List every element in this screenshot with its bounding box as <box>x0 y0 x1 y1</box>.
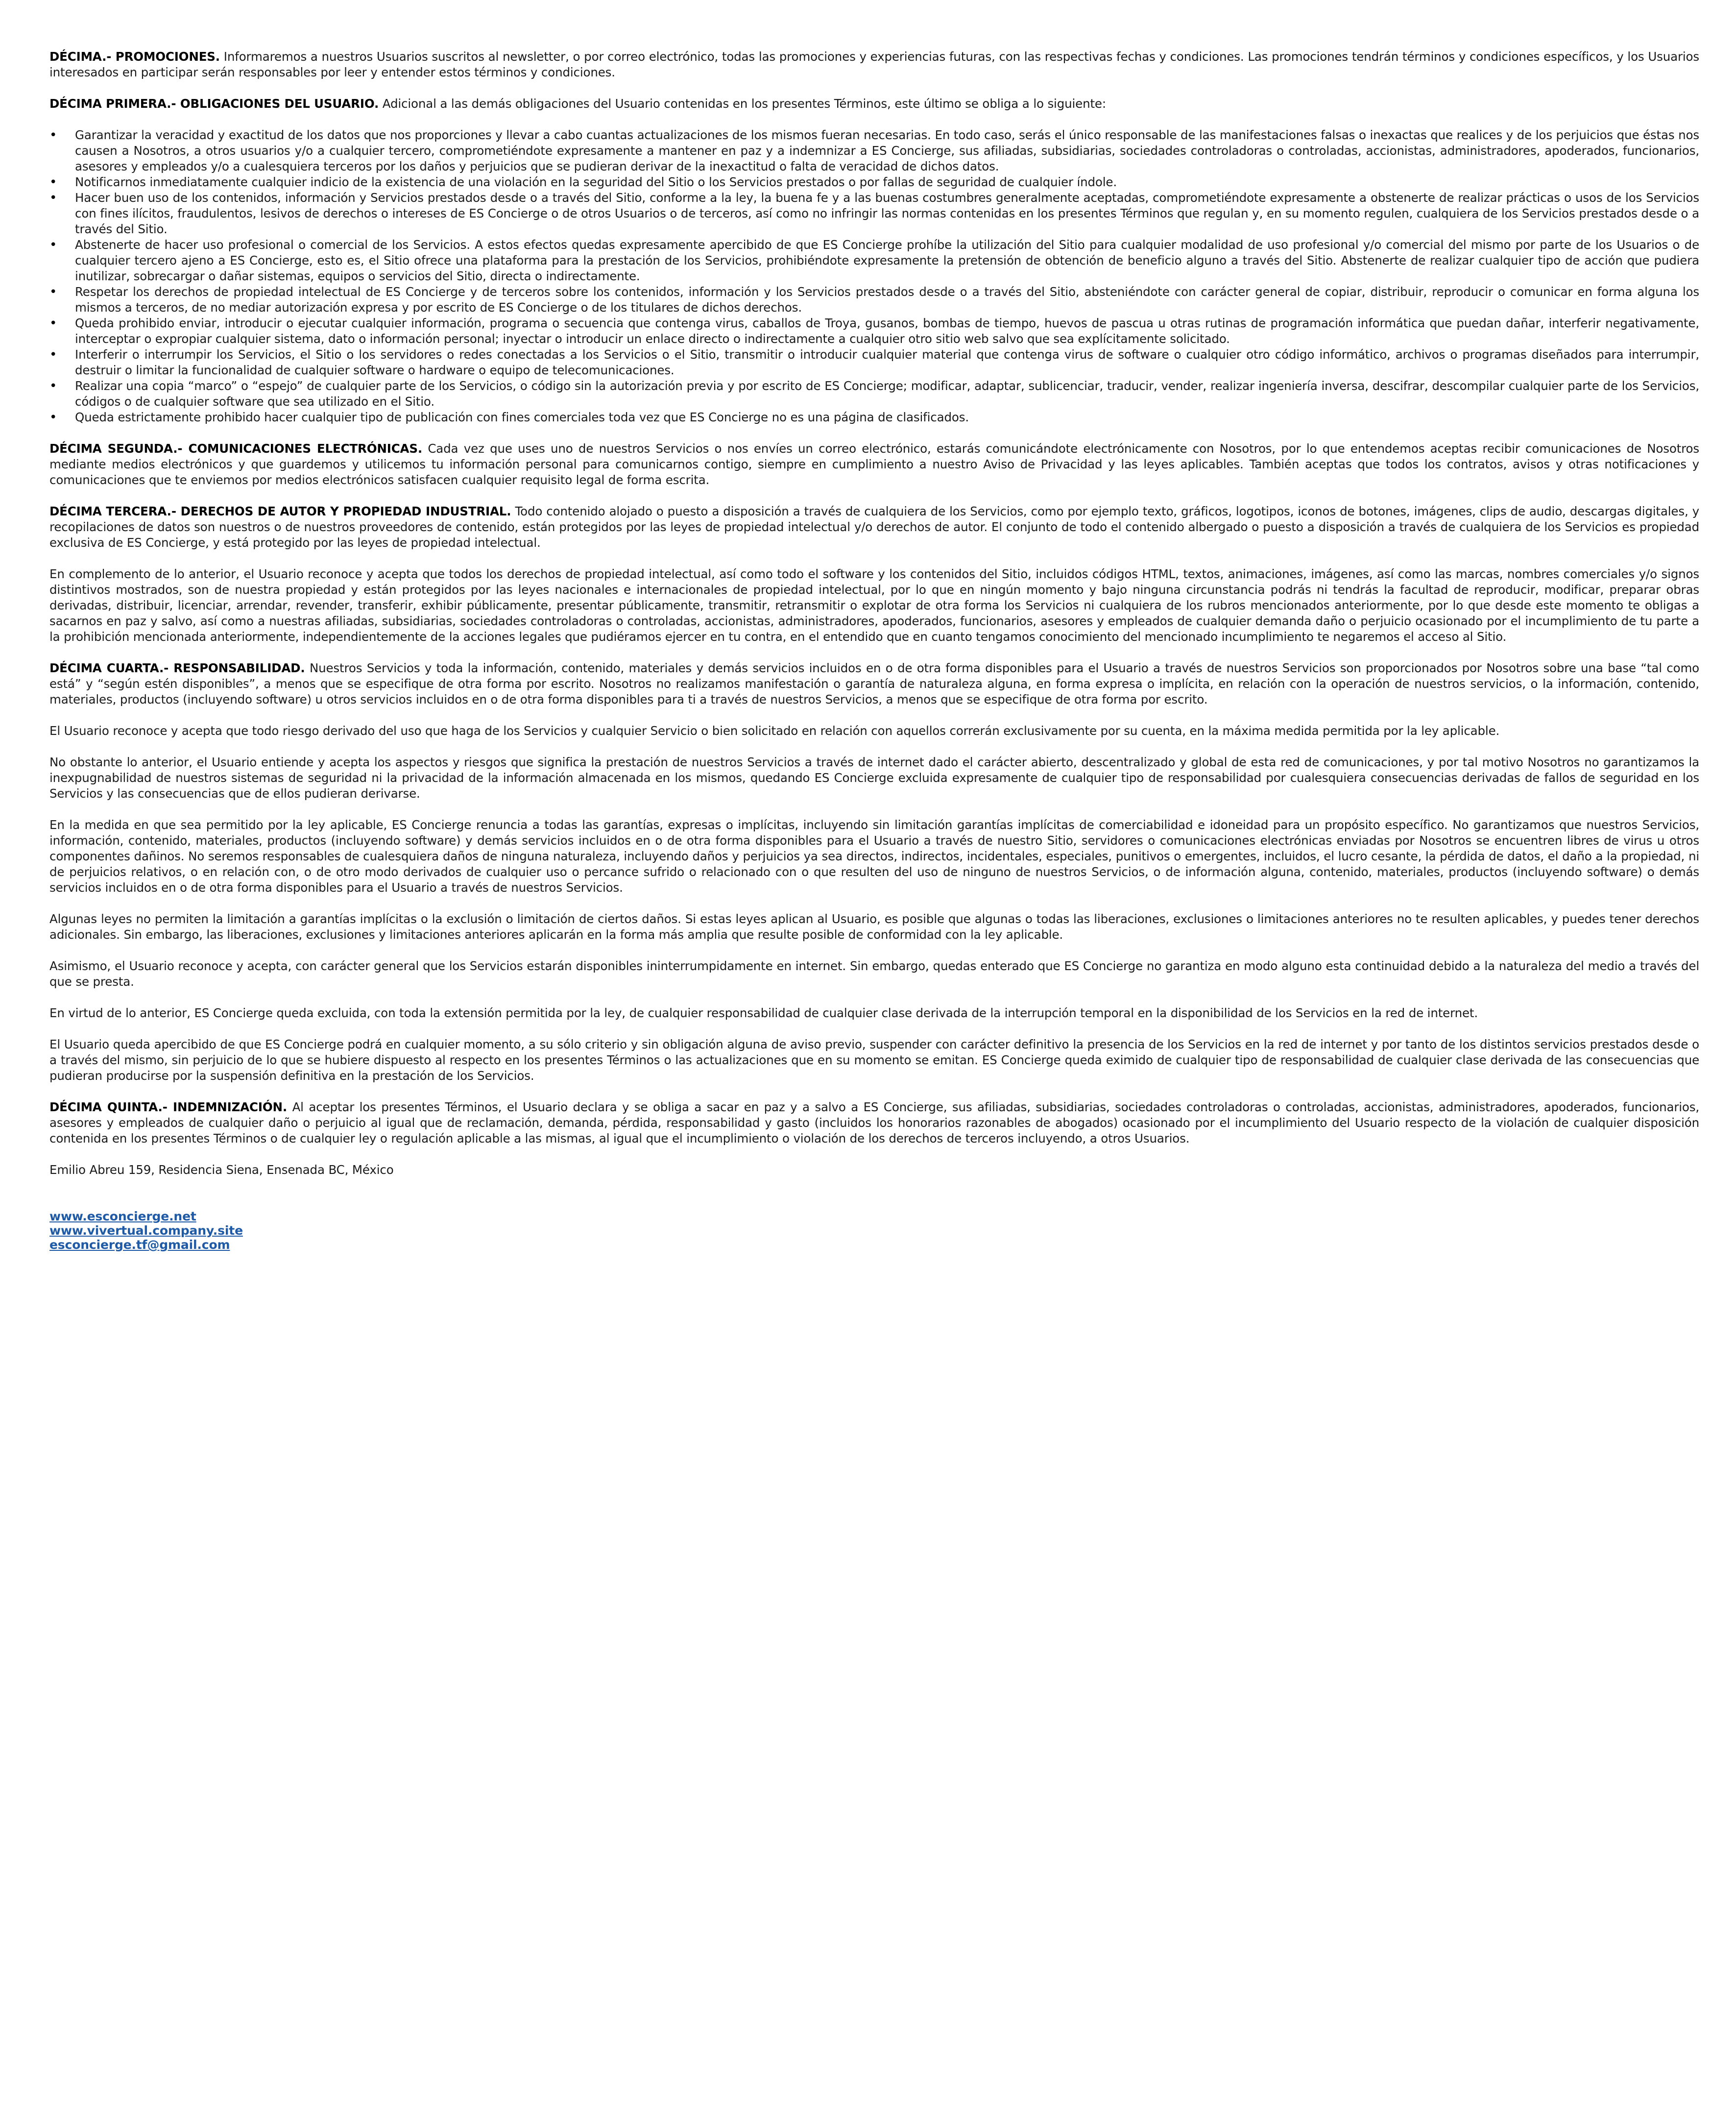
list-item: • Queda prohibido enviar, introducir o ejecutar cualquier información, programa o secuencia que contenga virus, caballos de Troya, gusanos, bombas de tiempo, huevos de pascua u otras rutinas de programación informática que puedan dañar, interferir negativamente, interceptar o expropiar cualquier sistema, dato o información personal; inyectar o introducir un enlace directo o indirectamente a cualquier otro sitio web salvo que sea explícitamente solicitado. <box>75 316 1699 347</box>
paragraph: En complemento de lo anterior, el Usuario reconoce y acepta que todos los derechos de propiedad intelectual, así como todo el software y los contenidos del Sitio, incluidos códigos HTML, textos, animaciones, imágenes, así como las marcas, nombres comerciales y/o signos distintivos mostrados, son de nuestra propiedad y están protegidos por las leyes nacionales e internacionales de propiedad intelectual, por lo que en ningún momento y bajo ninguna circunstancia podrás ni tendrás la facultad de reproducir, modificar, preparar obras derivadas, distribuir, licenciar, arrendar, revender, transferir, exhibir públicamente, presentar públicamente, transmitir, retransmitir o explotar de otra forma los Servicios ni cualquiera de los rubros mencionados anteriormente, por lo que desde este momento te obligas a sacarnos en paz y salvo, así como a nuestras afiliadas, subsidiarias, sociedades controladoras o controladas, accionistas, administradores, apoderados, funcionarios, asesores y empleados de cualquier demanda daño o perjuicio ocasionado por el incumplimiento de tu parte a la prohibición mencionada anteriormente, independientemente de la acciones legales que pudiéramos ejercer en tu contra, en el entendido que en cuanto tengamos conocimiento del mencionado incumplimiento te negaremos el acceso al Sitio. <box>49 567 1699 644</box>
paragraph: Algunas leyes no permiten la limitación a garantías implícitas o la exclusión o limitación de ciertos daños. Si estas leyes aplican al Usuario, es posible que algunas o todas las liberaciones, exclusiones o limitaciones anteriores no te resulten aplicables, y puedes tener derechos adicionales. Sin embargo, las liberaciones, exclusiones y limitaciones anteriores aplicarán en la forma más amplia que resulte posible de conformidad con la ley aplicable. <box>49 912 1699 942</box>
website-link[interactable]: www.esconcierge.net <box>49 1209 196 1223</box>
obligations-list <box>49 127 1699 425</box>
paragraph: Asimismo, el Usuario reconoce y acepta, con carácter general que los Servicios estarán disponibles ininterrumpidamente en internet. Sin embargo, quedas enterado que ES Concierge no garantiza en modo alguno esta continuidad debido a la naturaleza del medio a través del que se presta. <box>49 959 1699 989</box>
paragraph: El Usuario queda apercibido de que ES Concierge podrá en cualquier momento, a su sólo criterio y sin obligación alguna de aviso previo, suspender con carácter definitivo la presencia de los Servicios en la red de internet y por tanto de los distintos servicios prestados desde o a través del mismo, sin perjuicio de lo que se hubiere dispuesto al respecto en los presentes Términos o las actualizaciones que en su momento se emitan. ES Concierge queda eximido de cualquier tipo de responsabilidad de cualquier clase derivada de las consecuencias que pudieran producirse por la suspensión definitiva en la prestación de los Servicios. <box>49 1037 1699 1083</box>
section-heading-decima-quinta: DÉCIMA QUINTA.- INDEMNIZACIÓN. <box>49 1100 288 1114</box>
terms-document <box>49 49 1699 1252</box>
email-link[interactable]: esconcierge.tf@gmail.com <box>49 1238 230 1252</box>
list-item: • Notificarnos inmediatamente cualquier indicio de la existencia de una violación en la seguridad del Sitio o los Servicios prestados o por fallas de seguridad de cualquier índole. <box>75 174 1699 190</box>
section-decima-segunda <box>49 441 1699 488</box>
list-item: • Queda estrictamente prohibido hacer cualquier tipo de publicación con fines comerciales toda vez que ES Concierge no es una página de clasificados. <box>75 410 1699 425</box>
list-item: • Interferir o interrumpir los Servicios, el Sitio o los servidores o redes conectadas a los Servicios o el Sitio, transmitir o introducir cualquier material que contenga virus de software o cualquier otro código informático, archivos o programas diseñados para interrumpir, destruir o limitar la funcionalidad de cualquier software o hardware o equipo de telecomunicaciones. <box>75 347 1699 378</box>
section-decima-tercera <box>49 504 1699 551</box>
section-heading-decima: DÉCIMA.- PROMOCIONES. <box>49 49 220 64</box>
paragraph: En virtud de lo anterior, ES Concierge queda excluida, con toda la extensión permitida por la ley, de cualquier responsabilidad de cualquier clase derivada de la interrupción temporal en la disponibilidad de los Servicios en la red de internet. <box>49 1006 1478 1020</box>
section-decima <box>49 49 1699 80</box>
company-site-link[interactable]: www.vivertual.company.site <box>49 1223 243 1238</box>
section-text-decima: Informaremos a nuestros Usuarios suscritos al newsletter, o por correo electrónico, todas las promociones y experiencias futuras, con las respectivas fechas y condiciones. Las promociones tendrán términos y condiciones específicos, y los Usuarios interesados en participar serán responsables por leer y entender estos términos y condiciones. <box>49 49 1700 79</box>
paragraph: En la medida en que sea permitido por la ley aplicable, ES Concierge renuncia a todas las garantías, expresas o implícitas, incluyendo sin limitación garantías implícitas de comerciabilidad e idoneidad para un propósito específico. No garantizamos que nuestros Servicios, información, contenido, materiales, productos (incluyendo software) y demás servicios incluidos en o de otra forma disponibles para el Usuario a través de nuestro Sitio, servidores o comunicaciones electrónicas enviadas por Nosotros se encuentren libres de virus u otros componentes dañinos. No seremos responsables de cualesquiera daños de ninguna naturaleza, incluyendo daños y perjuicios ya sea directos, indirectos, incidentales, especiales, punitivos o emergentes, incluidos, el lucro cesante, la pérdida de datos, el daño a la propiedad, ni de perjuicios relativos, o en relación con, o de otro modo derivados de cualquier uso o percance sufrido o relacionado con o que resulten del uso de ninguno de nuestros Servicios, o de información alguna, contenido, materiales, productos (incluyendo software) o demás servicios incluidos en o de otra forma disponibles para el Usuario a través de nuestros Servicios. <box>49 818 1699 895</box>
section-decima-primera <box>49 96 1699 112</box>
section-text-decima-primera: Adicional a las demás obligaciones del Usuario contenidas en los presentes Términos, este último se obliga a lo siguiente: <box>379 97 1106 111</box>
section-decima-cuarta <box>49 660 1699 707</box>
paragraph: No obstante lo anterior, el Usuario entiende y acepta los aspectos y riesgos que significa la prestación de nuestros Servicios a través de internet dado el carácter abierto, descentralizado y global de esta red de comunicaciones, y por tal motivo Nosotros no garantizamos la inexpugnabilidad de nuestros sistemas de seguridad ni la privacidad de la información almacenada en los mismos, quedando ES Concierge excluida expresamente de cualquier tipo de responsabilidad por cualesquiera consecuencias derivadas de fallos de seguridad en los Servicios y las consecuencias que de ellos pudieran derivarse. <box>49 755 1699 801</box>
section-heading-decima-primera: DÉCIMA PRIMERA.- OBLIGACIONES DEL USUARIO. <box>49 97 379 111</box>
section-decima-quinta <box>49 1099 1699 1146</box>
list-item: • Respetar los derechos de propiedad intelectual de ES Concierge y de terceros sobre los contenidos, información y los Servicios prestados desde o a través del Sitio, absteniéndote con carácter general de copiar, distribuir, reproducir o comunicar en forma alguna los mismos a terceros, de no mediar autorización expresa y por escrito de ES Concierge o de los titulares de dichos derechos. <box>75 284 1699 316</box>
section-text-decima-cuarta: Nuestros Servicios y toda la información, contenido, materiales y demás servicios incluidos en o de otra forma disponibles para el Usuario a través de nuestros Servicios son proporcionados por Nosotros sobre una base “tal como está” y “según estén disponibles”, a menos que se especifique de otra forma por escrito. Nosotros no realizamos manifestación o garantía de naturaleza alguna, en forma expresa o implícita, en relación con la operación de nuestros servicios, o la información, contenido, materiales, productos (incluyendo software) u otros servicios incluidos en o de otra forma disponibles para ti a través de nuestros Servicios, a menos que se especifique de otra forma por escrito. <box>49 661 1699 707</box>
section-heading-decima-segunda: DÉCIMA SEGUNDA.- COMUNICACIONES ELECTRÓNICAS. <box>49 441 422 456</box>
list-item: • Abstenerte de hacer uso profesional o comercial de los Servicios. A estos efectos quedas expresamente apercibido de que ES Concierge prohíbe la utilización del Sitio para cualquier modalidad de uso profesional y/o comercial del mismo por parte de los Usuarios o de cualquier tercero ajeno a ES Concierge, esto es, el Sitio ofrece una plataforma para la prestación de los Servicios, prohibiéndote expresamente la pretensión de obtención de beneficio alguno a través del Sitio. Abstenerte de realizar cualquier tipo de acción que pudiera inutilizar, sobrecargar o dañar sistemas, equipos o servicios del Sitio, directa o indirectamente. <box>75 237 1699 284</box>
section-text-decima-quinta: Al aceptar los presentes Términos, el Usuario declara y se obliga a sacar en paz y a salvo a ES Concierge, sus afiliadas, subsidiarias, sociedades controladoras o controladas, accionistas, administradores, apoderados, funcionarios, asesores y empleados de cualquier daño o perjuicio al igual que de reclamación, demanda, pérdida, responsabilidad y gasto (incluidos los honorarios razonables de abogados) ocasionado por el incumplimiento del Usuario respecto de la violación de cualquier disposición contenida en los presentes Términos o de cualquier ley o regulación aplicable a las mismas, al igual que el incumplimiento o violación de los derechos de terceros incluyendo, a otros Usuarios. <box>49 1100 1699 1146</box>
section-text-decima-tercera: Todo contenido alojado o puesto a disposición a través de cualquiera de los Servicios, como por ejemplo texto, gráficos, logotipos, iconos de botones, imágenes, clips de audio, descargas digitales, y recopilaciones de datos son nuestros o de nuestros proveedores de contenido, están protegidos por las leyes de propiedad intelectual y/o derechos de autor. El conjunto de todo el contenido albergado o puesto a disposición a través de cualquiera de los Servicios es propiedad exclusiva de ES Concierge, y está protegido por las leyes de propiedad intelectual. <box>49 504 1700 550</box>
paragraph: El Usuario reconoce y acepta que todo riesgo derivado del uso que haga de los Servicios y cualquier Servicio o bien solicitado en relación con aquellos correrán exclusivamente por su cuenta, en la máxima medida permitida por la ley aplicable. <box>49 724 1500 738</box>
section-heading-decima-cuarta: DÉCIMA CUARTA.- RESPONSABILIDAD. <box>49 661 305 675</box>
contact-links <box>49 1209 1699 1252</box>
address-text: Emilio Abreu 159, Residencia Siena, Ensenada BC, México <box>49 1163 394 1177</box>
list-item: • Hacer buen uso de los contenidos, información y Servicios prestados desde o a través del Sitio, conforme a la ley, la buena fe y a las buenas costumbres generalmente aceptadas, comprometiéndote expresamente a obstenerte de realizar prácticas o usos de los Servicios con fines ilícitos, fraudulentos, lesivos de derechos o intereses de ES Concierge o de otros Usuarios o de terceros, así como no infringir las normas contenidas en los presentes Términos que regulan y, en su momento regulen, cualquiera de los Servicios prestados desde o a través del Sitio. <box>75 190 1699 237</box>
section-heading-decima-tercera: DÉCIMA TERCERA.- DERECHOS DE AUTOR Y PROPIEDAD INDUSTRIAL. <box>49 504 511 518</box>
list-item: • Garantizar la veracidad y exactitud de los datos que nos proporciones y llevar a cabo cuantas actualizaciones de los mismos fueran necesarias. En todo caso, serás el único responsable de las manifestaciones falsas o inexactas que realices y de los perjuicios que éstas nos causen a Nosotros, a otros usuarios y/o a cualquier tercero, comprometiéndote expresamente a mantener en paz y a indemnizar a ES Concierge, sus afiliadas, subsidiarias, sociedades controladoras o controladas, accionistas, administradores, apoderados, funcionarios, asesores y empleados y/o a cualesquiera terceros por los daños y perjuicios que se pudieran derivar de la inexactitud o falta de veracidad de dichos datos. <box>75 127 1699 174</box>
section-text-decima-segunda: Cada vez que uses uno de nuestros Servicios o nos envíes un correo electrónico, estarás comunicándote electrónicamente con Nosotros, por lo que entendemos aceptas recibir comunicaciones de Nosotros mediante medios electrónicos y que guardemos y utilicemos tu información personal para comunicarnos contigo, siempre en cumplimiento a nuestro Aviso de Privacidad y las leyes aplicables. También aceptas que todos los contratos, avisos y otras notificaciones y comunicaciones que te enviemos por medios electrónicos satisfacen cualquier requisito legal de forma escrita. <box>49 441 1699 487</box>
list-item: • Realizar una copia “marco” o “espejo” de cualquier parte de los Servicios, o código sin la autorización previa y por escrito de ES Concierge; modificar, adaptar, sublicenciar, traducir, vender, realizar ingeniería inversa, descifrar, descompilar cualquier parte de los Servicios, códigos o de cualquier software que sea utilizado en el Sitio. <box>75 378 1699 410</box>
